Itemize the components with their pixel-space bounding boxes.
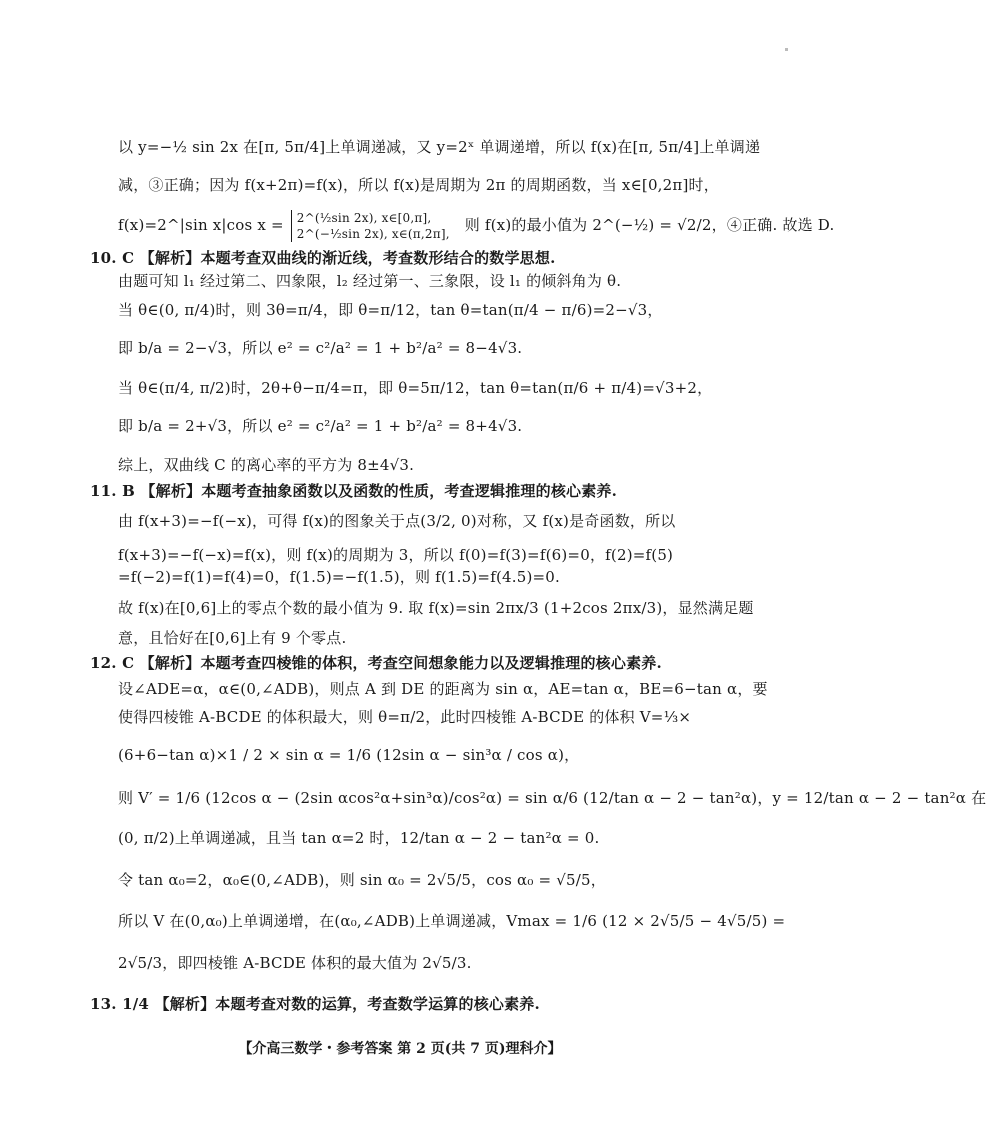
- text-line: (0, π/2)上单调递减，且当 tan α=2 时，12/tan α − 2 − tan²α = 0.: [118, 829, 600, 847]
- text-line: 所以 V 在(0,α₀)上单调递增，在(α₀,∠ADB)上单调递减，Vmax = 1/6 (12 × 2√5/5 − 4√5/5) =: [118, 912, 786, 930]
- question-12-heading: 12. C 【解析】本题考查四棱锥的体积，考查空间想象能力以及逻辑推理的核心素养.: [90, 654, 662, 672]
- scan-speck: [785, 48, 788, 51]
- piecewise-conclusion: 则 f(x)的最小值为 2^(−½) = √2/2，④正确. 故选 D.: [464, 216, 835, 234]
- question-13-heading: 13. 1/4 【解析】本题考查对数的运算，考查数学运算的核心素养.: [90, 995, 540, 1013]
- page-footer: 【介高三数学・参考答案 第 2 页(共 7 页)理科介】: [238, 1041, 562, 1057]
- text-line: 使得四棱锥 A-BCDE 的体积最大，则 θ=π/2，此时四棱锥 A-BCDE 的体积 V=⅓×: [118, 708, 692, 726]
- piecewise-lhs: f(x)=2^|sin x|cos x =: [118, 216, 284, 234]
- text-line: 故 f(x)在[0,6]上的零点个数的最小值为 9. 取 f(x)=sin 2πx/3 (1+2cos 2πx/3)，显然满足题: [118, 599, 754, 617]
- text-line: 由题可知 l₁ 经过第二、四象限，l₂ 经过第一、三象限，设 l₁ 的倾斜角为 θ.: [118, 272, 622, 290]
- text-line: 当 θ∈(π/4, π/2)时，2θ+θ−π/4=π，即 θ=5π/12，tan θ=tan(π/6 + π/4)=√3+2，: [118, 379, 713, 397]
- text-line: 以 y=−½ sin 2x 在[π, 5π/4]上单调递减，又 y=2ˣ 单调递增，所以 f(x)在[π, 5π/4]上单调递: [118, 138, 761, 156]
- piecewise-case-2: 2^(−½sin 2x), x∈(π,2π],: [296, 227, 450, 241]
- text-line: f(x+3)=−f(−x)=f(x)，则 f(x)的周期为 3，所以 f(0)=f(3)=f(6)=0，f(2)=f(5): [118, 546, 674, 564]
- text-line: 减，③正确；因为 f(x+2π)=f(x)，所以 f(x)是周期为 2π 的周期函数，当 x∈[0,2π]时，: [118, 176, 719, 194]
- text-line: 意，且恰好在[0,6]上有 9 个零点.: [118, 629, 347, 647]
- text-line: 综上，双曲线 C 的离心率的平方为 8±4√3.: [118, 456, 415, 474]
- question-10-heading: 10. C 【解析】本题考查双曲线的渐近线，考查数形结合的数学思想.: [90, 249, 556, 267]
- text-line: =f(−2)=f(1)=f(4)=0，f(1.5)=−f(1.5)，则 f(1.5)=f(4.5)=0.: [118, 568, 560, 586]
- text-line: 当 θ∈(0, π/4)时，则 3θ=π/4，即 θ=π/12，tan θ=tan(π/4 − π/6)=2−√3，: [118, 301, 663, 319]
- text-line: 2√5/3，即四棱锥 A-BCDE 体积的最大值为 2√5/3.: [118, 954, 472, 972]
- text-line: 则 V′ = 1/6 (12cos α − (2sin αcos²α+sin³α)/cos²α) = sin α/6 (12/tan α − 2 − tan²α)，y = 12/tan α − 2 − tan²α 在: [118, 789, 986, 807]
- text-line: 即 b/a = 2+√3，所以 e² = c²/a² = 1 + b²/a² = 8+4√3.: [118, 417, 523, 435]
- piecewise-line: [118, 210, 834, 242]
- piecewise-brace: [291, 210, 450, 242]
- text-line: 即 b/a = 2−√3，所以 e² = c²/a² = 1 + b²/a² = 8−4√3.: [118, 339, 523, 357]
- text-line: (6+6−tan α)×1 / 2 × sin α = 1/6 (12sin α − sin³α / cos α)，: [118, 746, 580, 764]
- question-11-heading: 11. B 【解析】本题考查抽象函数以及函数的性质，考查逻辑推理的核心素养.: [90, 482, 618, 500]
- text-line: 设∠ADE=α，α∈(0,∠ADB)，则点 A 到 DE 的距离为 sin α，AE=tan α，BE=6−tan α，要: [118, 680, 768, 698]
- piecewise-case-1: 2^(½sin 2x), x∈[0,π],: [296, 211, 432, 225]
- text-line: 令 tan α₀=2，α₀∈(0,∠ADB)，则 sin α₀ = 2√5/5，cos α₀ = √5/5，: [118, 871, 606, 889]
- text-line: 由 f(x+3)=−f(−x)，可得 f(x)的图象关于点(3/2, 0)对称，又 f(x)是奇函数，所以: [118, 512, 676, 530]
